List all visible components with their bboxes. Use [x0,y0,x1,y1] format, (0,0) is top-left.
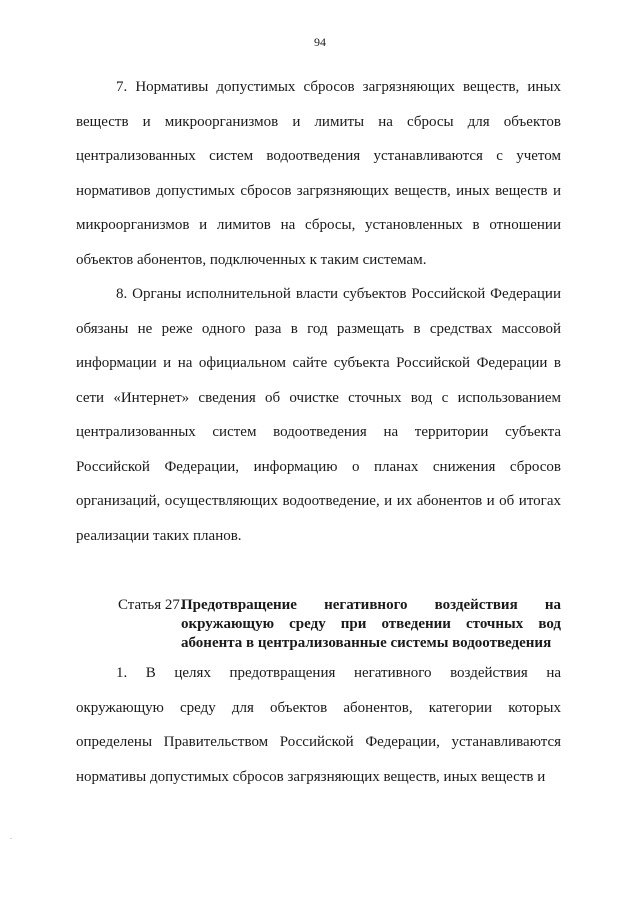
article-paragraph-1: 1. В целях предотвращения негативного воздействия на окружающую среду для объектов абонентов, категории которых определены Правительством Российской Федерации, устанавливаются нормативы допустимых сбросов загрязняющих веществ, иных веществ и [76,665,561,785]
paragraph-8: 8. Органы исполнительной власти субъектов Российской Федерации обязаны не реже одного раза в год размещать в средствах массовой информации и на официальном сайте субъекта Российской Федерации в сети «Интернет» сведения об очистке сточных вод с использованием централизованных систем водоотведения на территории субъекта Российской Федерации, информацию о планах снижения сбросов организаций, осуществляющих водоотведение, и их абонентов и об итогах реализации таких планов. [76,286,561,544]
body-text [76,70,561,553]
article-label: Статья 27. [118,597,184,613]
paragraph-7: 7. Нормативы допустимых сбросов загрязняющих веществ, иных веществ и микроорганизмов и лимиты на сбросы для объектов централизованных систем водоотведения устанавливаются с учетом нормативов допустимых сбросов загрязняющих веществ, иных веществ и микроорганизмов и лимитов на сбросы, установленных в отношении объектов абонентов, подключенных к таким системам. [76,79,561,268]
page-number: 94 [314,35,326,49]
article-heading [118,596,561,653]
margin-mark: . [10,832,12,841]
article-title: Предотвращение негативного воздействия на окружающую среду при отведении сточных вод абонента в централизованные системы водоотведения [181,597,561,651]
article-body [76,656,561,794]
